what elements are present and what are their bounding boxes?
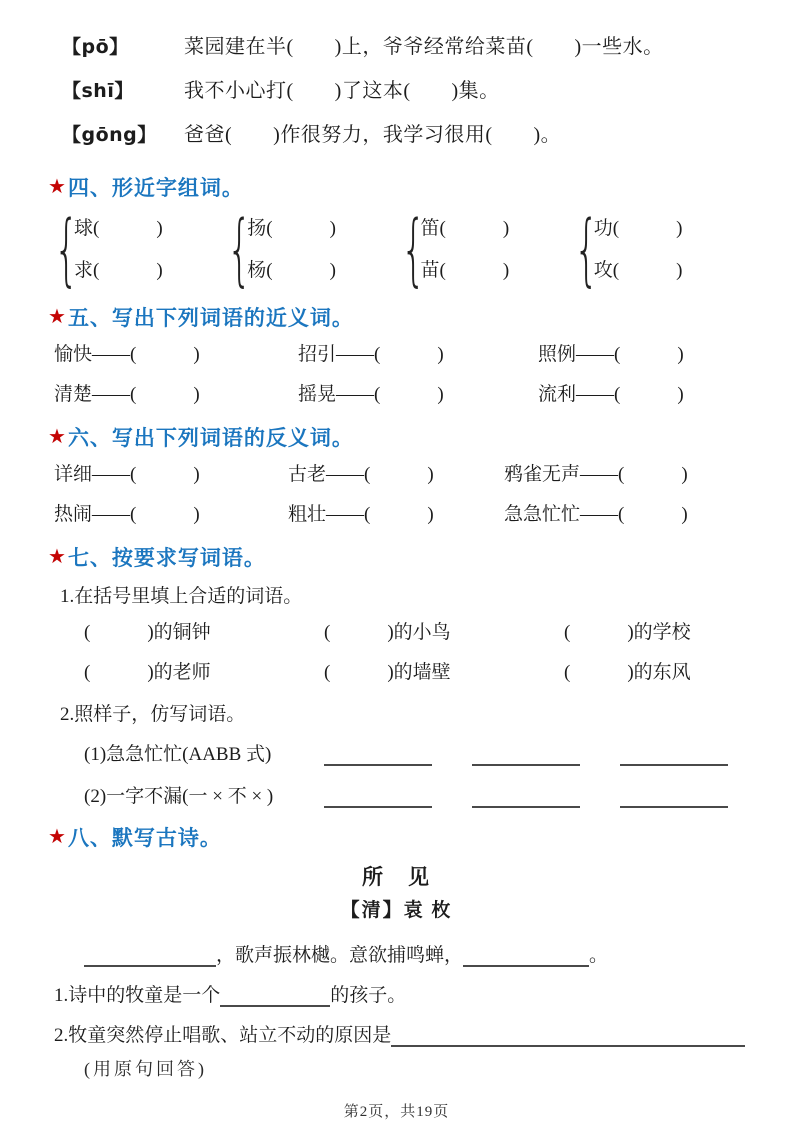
section-8-header bbox=[48, 822, 745, 852]
poem-title: 所 见 bbox=[362, 865, 431, 889]
pinyin-row bbox=[62, 118, 745, 162]
sentence-text: 爸爸( )作很努力，我学习很用( )。 bbox=[184, 124, 562, 146]
word-blank: 愉快——( ) bbox=[54, 343, 200, 365]
antonym-row bbox=[54, 452, 745, 492]
phrase-blank: ( )的东风 bbox=[564, 661, 691, 683]
question-text: 1.诗中的牧童是一个 bbox=[54, 985, 221, 1006]
poem-fill-line bbox=[84, 928, 745, 970]
word-blank: 鸦雀无声——( ) bbox=[504, 463, 688, 485]
phrase-blank: ( )的学校 bbox=[564, 621, 691, 643]
brace-icon: { bbox=[573, 205, 599, 295]
section-title: 七、按要求写词语。 bbox=[67, 546, 266, 570]
pinyin-label: 【shī】 bbox=[62, 80, 134, 102]
question-text: 的孩子。 bbox=[330, 985, 407, 1006]
word-blank: 急急忙忙——( ) bbox=[504, 503, 688, 525]
brace-group bbox=[573, 205, 745, 295]
brace-icon: { bbox=[54, 205, 79, 295]
word-blank: 清楚——( ) bbox=[54, 383, 200, 405]
answer-blank bbox=[620, 784, 728, 808]
subtask-1-label: 1.在括号里填上合适的词语。 bbox=[60, 585, 303, 607]
antonym-row bbox=[54, 492, 745, 532]
question-text: 2.牧童突然停止唱歌、站立不动的原因是 bbox=[54, 1025, 392, 1046]
word-blank: 招引——( ) bbox=[298, 343, 444, 365]
star-icon: ★ bbox=[48, 826, 66, 848]
section-title: 五、写出下列词语的近义词。 bbox=[67, 306, 354, 330]
poem-text-end: 。 bbox=[589, 945, 609, 966]
brace-group bbox=[400, 205, 574, 295]
pinyin-label: 【gōng】 bbox=[62, 124, 157, 146]
section-title: 四、形近字组词。 bbox=[67, 176, 244, 200]
question-1 bbox=[54, 970, 745, 1010]
section-5-header bbox=[48, 302, 745, 332]
phrase-blank: ( )的老师 bbox=[84, 661, 211, 683]
phrase-blank: ( )的小鸟 bbox=[324, 621, 451, 643]
poem-text: ，歌声振林樾。意欲捕鸣蝉， bbox=[216, 945, 464, 966]
answer-blank bbox=[620, 742, 728, 766]
brace-group bbox=[54, 205, 227, 295]
brace-icon: { bbox=[227, 205, 253, 295]
answer-blank bbox=[220, 983, 330, 1007]
brace-group-grid bbox=[54, 205, 745, 295]
section-title: 八、默写古诗。 bbox=[67, 826, 222, 850]
star-icon: ★ bbox=[48, 176, 66, 198]
section-title: 六、写出下列词语的反义词。 bbox=[67, 426, 354, 450]
word-blank: 古老——( ) bbox=[288, 463, 434, 485]
pinyin-row bbox=[62, 74, 745, 118]
word-blank: 热闹——( ) bbox=[54, 503, 200, 525]
word-blank: 详细——( ) bbox=[54, 463, 200, 485]
poem-author: 【清】袁 枚 bbox=[340, 900, 453, 921]
phrase-fill-row bbox=[84, 610, 745, 650]
brace-group bbox=[227, 205, 400, 295]
mimic-word-row bbox=[84, 770, 745, 812]
char-blank: 求( ) bbox=[74, 260, 163, 281]
answer-note: (用原句回答) bbox=[84, 1059, 207, 1079]
star-icon: ★ bbox=[48, 306, 66, 328]
pinyin-label: 【pō】 bbox=[62, 36, 129, 58]
char-blank: 杨( ) bbox=[247, 260, 336, 281]
char-blank: 功( ) bbox=[593, 218, 683, 239]
brace-icon: { bbox=[400, 205, 426, 295]
answer-blank bbox=[324, 784, 432, 808]
section-6-header bbox=[48, 422, 745, 452]
answer-blank bbox=[391, 1023, 745, 1047]
question-2 bbox=[54, 1010, 745, 1050]
answer-blank bbox=[324, 742, 432, 766]
pinyin-row bbox=[62, 30, 745, 74]
answer-blank bbox=[463, 943, 589, 967]
mimic-word-row bbox=[84, 728, 745, 770]
section-4-header bbox=[48, 172, 745, 202]
word-blank: 照例——( ) bbox=[538, 343, 684, 365]
word-blank: 粗壮——( ) bbox=[288, 503, 434, 525]
section-7-header bbox=[48, 542, 745, 572]
phrase-fill-row bbox=[84, 650, 745, 690]
answer-blank bbox=[472, 742, 580, 766]
star-icon: ★ bbox=[48, 546, 66, 568]
sentence-text: 菜园建在半( )上，爷爷经常给菜苗( )一些水。 bbox=[184, 36, 664, 58]
pattern-label: (1)急急忙忙(AABB 式) bbox=[84, 744, 272, 765]
char-blank: 苗( ) bbox=[420, 260, 510, 281]
synonym-row bbox=[54, 332, 745, 372]
subtask-2-label: 2.照样子，仿写词语。 bbox=[60, 703, 246, 725]
word-blank: 流利——( ) bbox=[538, 383, 684, 405]
word-blank: 摇晃——( ) bbox=[298, 383, 444, 405]
char-blank: 攻( ) bbox=[593, 260, 683, 281]
answer-blank bbox=[84, 943, 216, 967]
pinyin-fill-section bbox=[48, 30, 745, 162]
answer-blank bbox=[472, 784, 580, 808]
char-blank: 球( ) bbox=[74, 218, 163, 239]
char-blank: 笛( ) bbox=[420, 218, 510, 239]
page-number: 第2页，共19页 bbox=[343, 1104, 450, 1120]
sentence-text: 我不小心打( )了这本( )集。 bbox=[184, 80, 500, 102]
synonym-row bbox=[54, 372, 745, 412]
pattern-label: (2)一字不漏(一 × 不 × ) bbox=[84, 786, 274, 807]
star-icon: ★ bbox=[48, 426, 66, 448]
char-blank: 扬( ) bbox=[247, 218, 336, 239]
phrase-blank: ( )的墙壁 bbox=[324, 661, 451, 683]
phrase-blank: ( )的铜钟 bbox=[84, 621, 211, 643]
